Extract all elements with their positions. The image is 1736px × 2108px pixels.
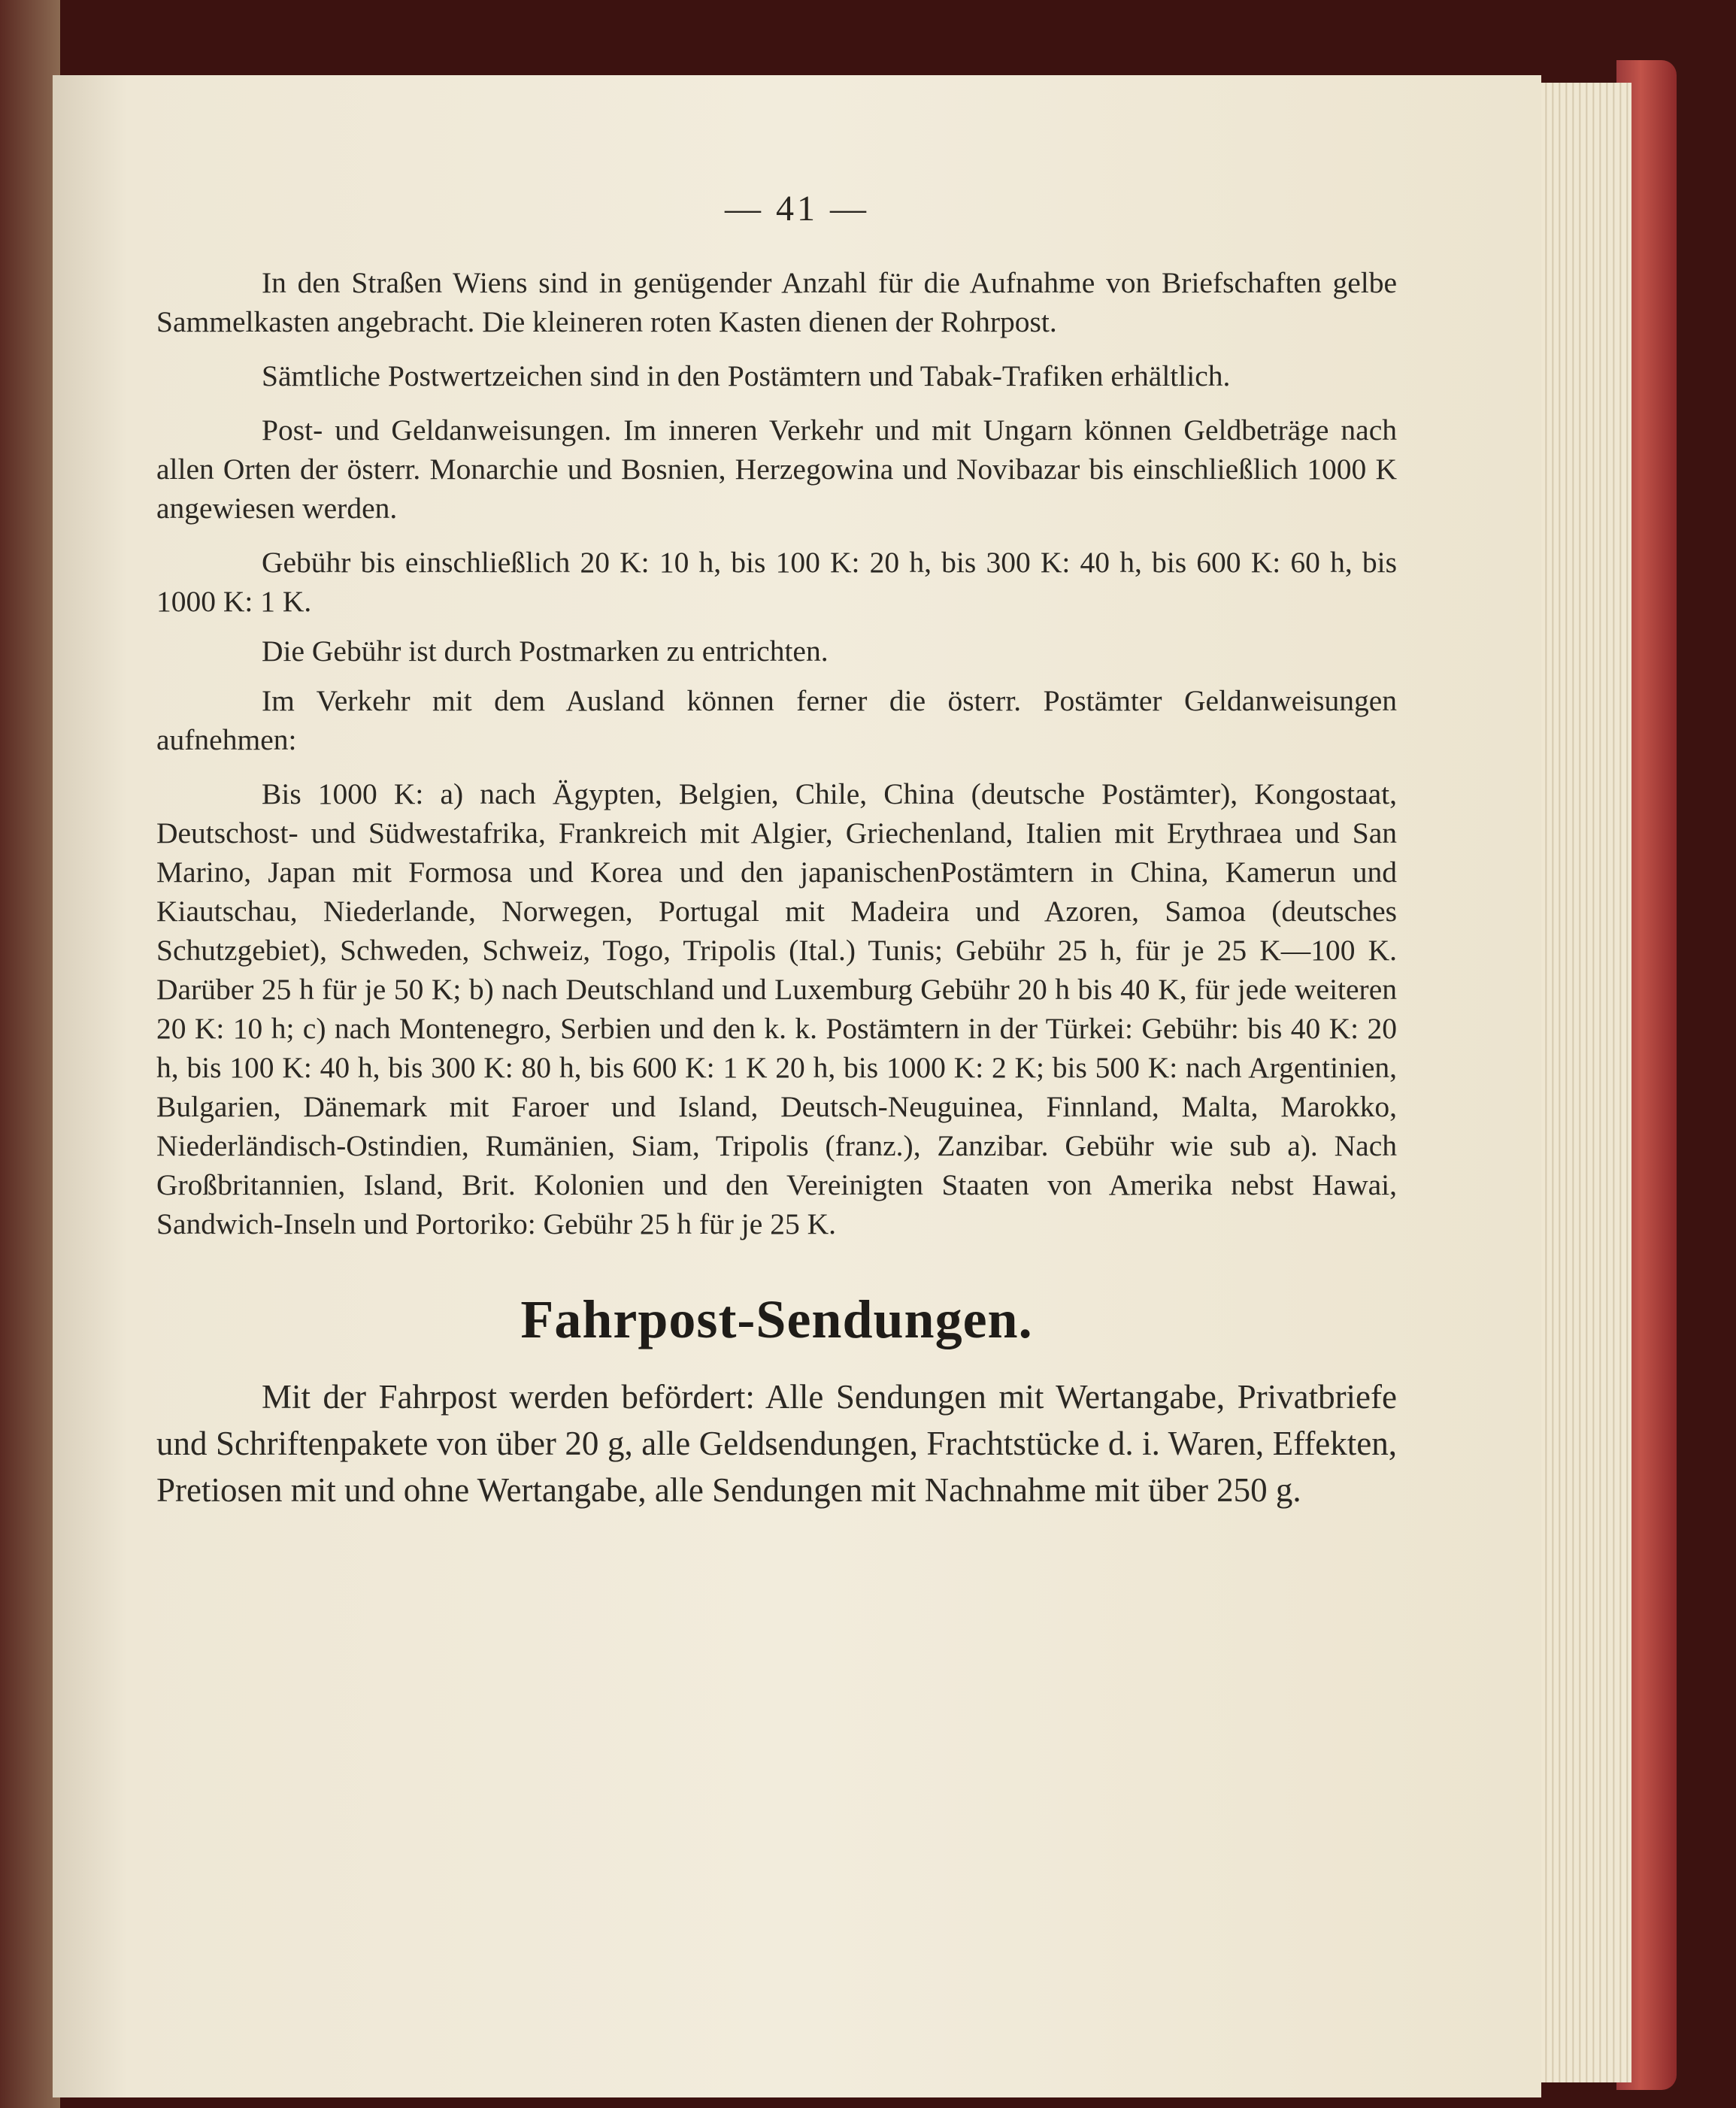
page-number: — 41 — [725, 189, 869, 229]
section-heading: Fahrpost-Sendungen. [520, 1289, 1033, 1349]
paragraph-fee-payment: Die Gebühr ist durch Postmarken zu entrichten. [262, 635, 829, 668]
left-page-shadow [0, 0, 60, 2108]
book-page [53, 75, 1541, 2097]
page-text [156, 263, 1397, 1528]
paragraph-parcel-post: Mit der Fahrpost werden befördert: Alle Sendungen mit Wertangabe, Privatbriefe und Schriftenpakete von über 20 g, alle Geldsendungen, Frachtstücke d. i. Waren, Effekten, Pretiosen mit und ohne Wertangabe, alle Sendungen mit Nachnahme mit über 250 g. [156, 1378, 1397, 1509]
page-edges [1534, 83, 1631, 2082]
paragraph-country-list: Bis 1000 K: a) nach Ägypten, Belgien, Chile, China (deutsche Postämter), Kongostaat, Deutschost- und Südwestafrika, Frankreich mit Algier, Griechenland, Italien mit Erythraea und San Marino, Japan mit Formosa und Korea und den japanischenPostämtern in China, Kamerun und Kiautschau, Niederlande, Norwegen, Portugal mit Madeira und Azoren, Samoa (deutsches Schutzgebiet), Schweden, Schweiz, Togo, Tripolis (Ital.) Tunis; Gebühr 25 h, für je 25 K—100 K. Darüber 25 h für je 50 K; b) nach Deutschland und Luxemburg Gebühr 20 h bis 40 K, für jede weiteren 20 K: 10 h; c) nach Montenegro, Serbien und den k. k. Postämtern in der Türkei: Gebühr: bis 40 K: 20 h, bis 100 K: 40 h, bis 300 K: 80 h, bis 600 K: 1 K 20 h, bis 1000 K: 2 K; bis 500 K: nach Argentinien, Bulgarien, Dänemark mit Faroer und Island, Deutsch-Neuguinea, Finnland, Malta, Marokko, Niederländisch-Ostindien, Rumänien, Siam, Tripolis (franz.), Zanzibar. Gebühr wie sub a). Nach Großbritannien, Island, Brit. Kolonien und den Vereinigten Staaten von Amerika nebst Hawai, Sandwich-Inseln und Portoriko: Gebühr 25 h für je 25 K. [156, 777, 1397, 1240]
paragraph-postage-stamps: Sämtliche Postwertzeichen sind in den Postämtern und Tabak-Trafiken erhältlich. [262, 359, 1231, 392]
paragraph-letterboxes: In den Straßen Wiens sind in genügender Anzahl für die Aufnahme von Briefschaften gelbe Sammelkasten angebracht. Die kleineren roten Kasten dienen der Rohrpost. [156, 266, 1397, 338]
paragraph-money-orders: Post- und Geldanweisungen. Im inneren Verkehr und mit Ungarn können Geldbeträge nach allen Orten der österr. Monarchie und Bosnien, Herzegowina und Novibazar bis einschließlich 1000 K angewiesen werden. [156, 413, 1397, 525]
paragraph-fees: Gebühr bis einschließlich 20 K: 10 h, bis 100 K: 20 h, bis 300 K: 40 h, bis 600 K: 60 h, bis 1000 K: 1 K. [156, 546, 1397, 618]
paragraph-foreign-transfers: Im Verkehr mit dem Ausland können ferner die österr. Postämter Geldanweisungen aufnehmen: [156, 684, 1397, 756]
